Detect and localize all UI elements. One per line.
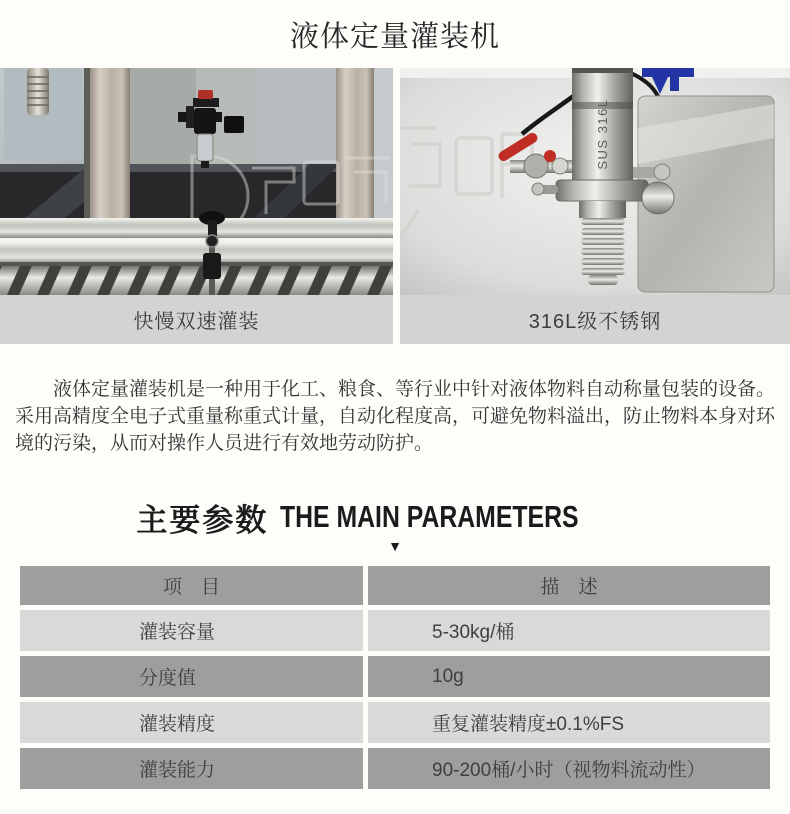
gallery-gap	[393, 68, 400, 344]
nozzle-material-label: SUS 316L	[595, 98, 610, 170]
param-name: 灌装能力	[20, 748, 363, 789]
table-row-graduation	[20, 656, 770, 697]
photo-caption-filling: 快慢双速灌装	[0, 295, 393, 344]
photo-caption-steel: 316L级不锈钢	[400, 295, 790, 344]
param-value: 10g	[368, 656, 770, 697]
gallery-item-steel	[400, 68, 790, 344]
page-title: 液体定量灌装机	[289, 20, 500, 53]
product-gallery	[0, 68, 790, 344]
nozzle-cylinder	[572, 68, 633, 190]
param-value: 90-200桶/小时（视物料流动性）	[368, 748, 770, 789]
parameters-table	[20, 566, 770, 789]
gallery-item-filling	[0, 68, 393, 344]
dark-reflective-band	[0, 164, 393, 222]
conveyor-rollers	[0, 266, 393, 295]
table-row-throughput	[20, 748, 770, 789]
steel-nozzle-photo	[400, 68, 790, 295]
filling-machine-photo	[0, 68, 393, 295]
guide-rails	[0, 218, 393, 266]
section-title-zh: 主要参数	[136, 502, 269, 538]
down-arrow-icon: ▼	[388, 538, 402, 554]
section-heading	[0, 495, 790, 539]
param-name: 分度值	[20, 656, 363, 697]
product-photo-filling[interactable]	[0, 68, 393, 295]
table-row-capacity	[20, 610, 770, 651]
param-name: 灌装精度	[20, 702, 363, 743]
table-header-item: 项 目	[20, 566, 363, 605]
section-title-en: THE MAIN PARAMETERS	[280, 499, 579, 534]
param-value: 重复灌装精度±0.1%FS	[368, 702, 770, 743]
param-name: 灌装容量	[20, 610, 363, 651]
param-value: 5-30kg/桶	[368, 610, 770, 651]
table-header-desc: 描 述	[368, 566, 770, 605]
table-header-row	[20, 566, 770, 605]
table-row-accuracy	[20, 702, 770, 743]
ribbed-nozzle-tip	[579, 201, 626, 285]
product-description: 液体定量灌装机是一种用于化工、粮食、等行业中针对液体物料自动称量包装的设备。采用高精度全电子式重量称重式计量，自动化程度高，可避免物料溢出，防止物料本身对环境的污染，从而对操作人员进行有效地劳动防护。	[15, 379, 776, 454]
ribbed-nozzle-top-left	[27, 68, 49, 115]
product-photo-steel[interactable]	[400, 68, 790, 295]
